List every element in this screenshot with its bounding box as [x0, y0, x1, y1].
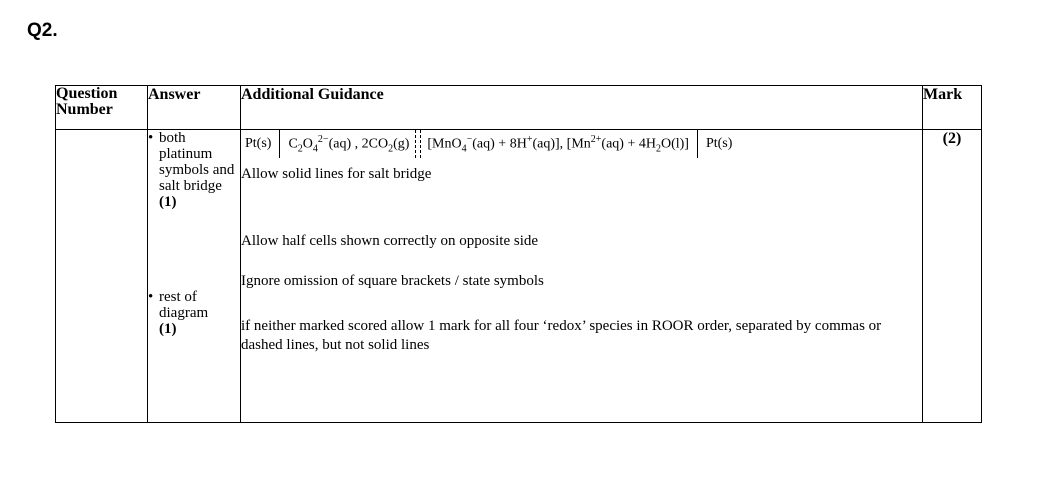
- header-question-line1: Question: [56, 85, 118, 102]
- answer-point-2-mark: (1): [159, 321, 177, 337]
- answer-cell: [148, 130, 241, 423]
- guidance-line-1: Allow solid lines for salt bridge: [241, 166, 432, 182]
- header-question-number: [56, 86, 148, 130]
- phase-boundary-line: [697, 130, 698, 158]
- guidance-line-4: if neither marked scored allow 1 mark for all four ‘redox’ species in ROOR order, separated by commas or dashed lines, but not solid lines: [241, 318, 882, 353]
- header-row: [56, 86, 982, 130]
- header-answer: Answer: [148, 86, 241, 130]
- bullet-icon: •: [148, 289, 154, 305]
- left-half-cell: $C_2O_4^{2-}(aq)$ , $2CO_2(g)$: [288, 133, 410, 155]
- header-mark: Mark: [923, 86, 982, 130]
- mark-scheme-table: [55, 85, 982, 423]
- question-title: Q2.: [27, 20, 58, 41]
- question-number-cell: [56, 130, 148, 423]
- phase-boundary-line: [279, 130, 280, 158]
- table-row: [56, 130, 982, 423]
- salt-bridge-line: [415, 130, 416, 158]
- answer-point-1-mark: (1): [159, 194, 177, 210]
- right-electrode: Pt(s): [705, 136, 733, 151]
- header-guidance: Additional Guidance: [241, 86, 923, 130]
- header-question-line2: Number: [56, 101, 113, 118]
- mark-cell: (2): [923, 130, 982, 423]
- answer-point-2-text: rest of diagram: [159, 289, 209, 321]
- cell-diagram: [241, 130, 922, 158]
- left-electrode: Pt(s): [245, 136, 272, 151]
- answer-point-1: [148, 130, 240, 210]
- bullet-icon: •: [148, 130, 154, 146]
- guidance-line-2: Allow half cells shown correctly on opposite side: [241, 233, 539, 249]
- answer-point-1-text: both platinum symbols and salt bridge: [159, 130, 235, 194]
- guidance-line-3: Ignore omission of square brackets / state symbols: [241, 273, 544, 289]
- salt-bridge-line: [420, 130, 421, 158]
- answer-point-2: [148, 289, 240, 337]
- right-half-cell: [MnO$_4$−(aq) + 8H+(aq)], $[Mn^{2+}(aq) + 4H_2O(l)]$: [427, 133, 689, 155]
- guidance-cell: [241, 130, 923, 423]
